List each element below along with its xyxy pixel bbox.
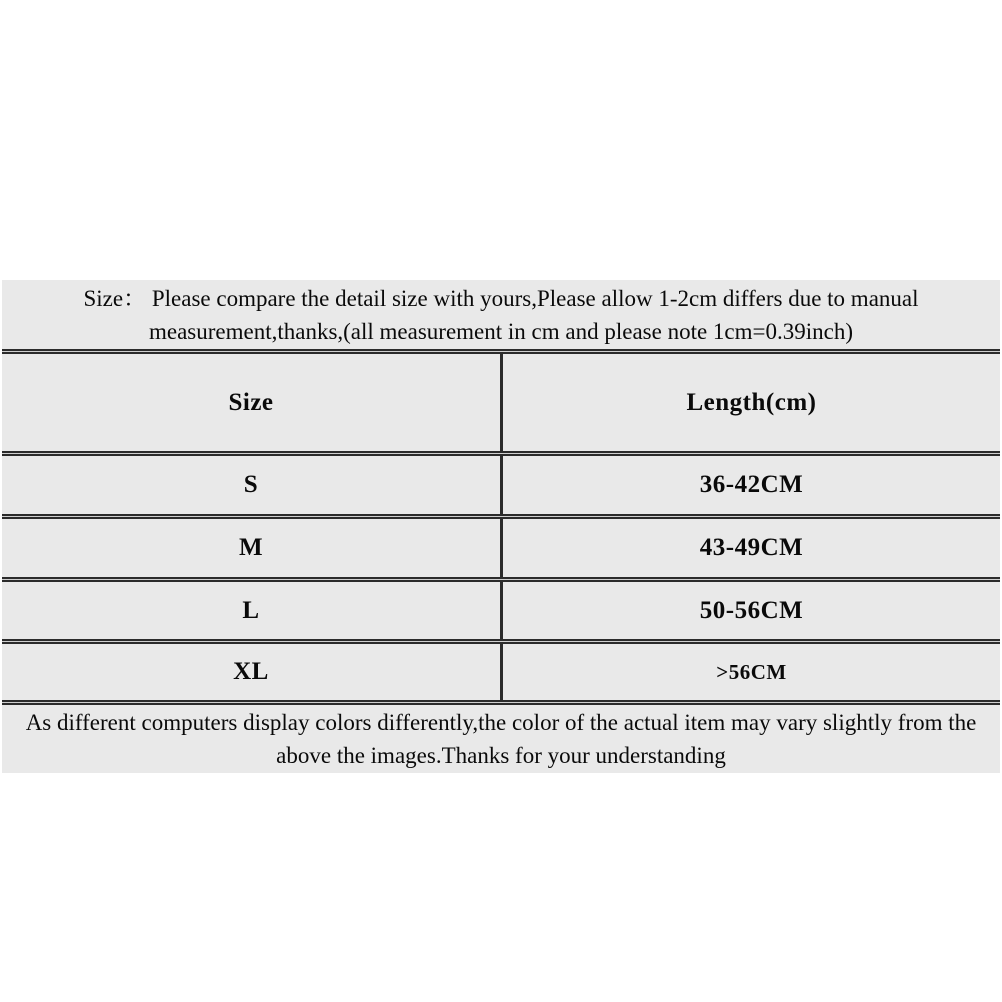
measurement-note-line-1: Size： Please compare the detail size with yours,Please allow 1-2cm differs due to manual bbox=[83, 285, 919, 311]
table-row-l bbox=[2, 582, 1000, 639]
color-disclaimer-note bbox=[2, 705, 1000, 773]
table-header-row bbox=[2, 354, 1000, 451]
size-value: S bbox=[2, 456, 503, 514]
length-value: 43-49CM bbox=[699, 534, 804, 561]
size-table bbox=[2, 354, 1000, 700]
table-row-m bbox=[2, 519, 1000, 577]
column-header-length: Length(cm) bbox=[686, 388, 817, 416]
color-disclaimer-line-1: As different computers display colors differently,the color of the actual item may vary slightly from the bbox=[25, 710, 977, 735]
measurement-note-line-2: measurement,thanks,(all measurement in cm and please note 1cm=0.39inch) bbox=[148, 318, 853, 344]
length-value: 50-56CM bbox=[699, 596, 804, 624]
length-value: >56CM bbox=[716, 659, 787, 684]
measurement-note bbox=[2, 280, 1000, 349]
table-row-s bbox=[2, 456, 1000, 514]
table-row-xl bbox=[2, 644, 1000, 700]
length-value: 36-42CM bbox=[699, 471, 804, 498]
size-value: XL bbox=[2, 644, 503, 700]
column-header-size: Size bbox=[2, 354, 503, 451]
color-disclaimer-line-2: above the images.Thanks for your understanding bbox=[276, 743, 726, 768]
size-value: M bbox=[2, 519, 503, 577]
size-chart-sheet bbox=[2, 280, 1000, 773]
size-value: L bbox=[2, 582, 503, 639]
